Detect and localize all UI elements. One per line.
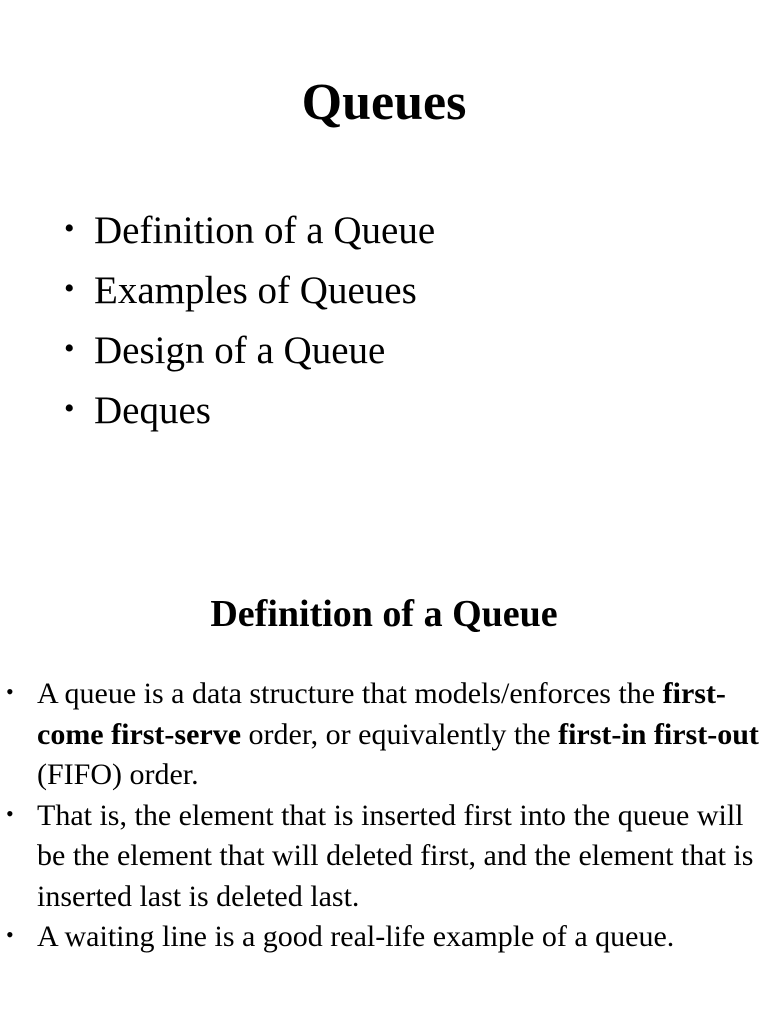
bullet-icon: • [6, 679, 14, 704]
topic-label: Design of a Queue [94, 329, 386, 372]
point-text: (FIFO) order. [37, 758, 199, 791]
definition-point [6, 917, 761, 958]
point-text: order, or equivalently the [241, 717, 559, 751]
topic-label: Deques [94, 389, 211, 432]
slide-title: Queues [301, 74, 467, 131]
topic-list [64, 201, 435, 441]
point-text: A queue is a data structure that models/enforces the [37, 677, 663, 710]
bullet-icon: • [6, 800, 14, 826]
definition-point [6, 796, 761, 918]
bullet-icon: • [6, 922, 14, 947]
definition-list [6, 674, 761, 958]
topic-label: Definition of a Queue [94, 209, 436, 252]
bullet-icon: • [64, 332, 75, 365]
point-text: A waiting line is a good real-life example of a queue. [37, 920, 675, 953]
point-text: That is, the element that is inserted first into the queue will be the element that will deleted first, and the element that is inserted last is deleted last. [37, 798, 754, 913]
slide-definition [0, 512, 768, 1024]
topic-label: Examples of Queues [94, 269, 417, 312]
topic-item [64, 261, 435, 321]
emphasis-text: first-in first-out [558, 717, 759, 751]
definition-point [6, 674, 761, 796]
topic-item [64, 321, 435, 381]
slide-title: Definition of a Queue [210, 593, 558, 635]
topic-item [64, 201, 435, 261]
bullet-icon: • [64, 392, 75, 425]
bullet-icon: • [64, 212, 75, 245]
bullet-icon: • [64, 272, 75, 305]
emphasis-text: first-come first-serve [37, 677, 726, 751]
topic-item [64, 381, 435, 441]
